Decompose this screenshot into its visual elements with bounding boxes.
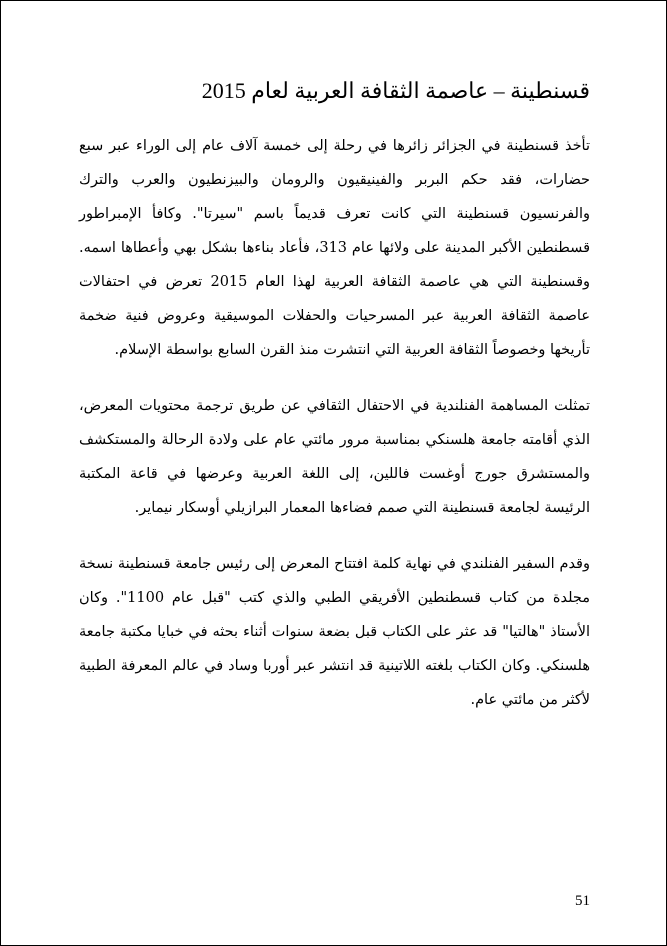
page-number: 51 (575, 893, 590, 909)
paragraph-3: وقدم السفير الفنلندي في نهاية كلمة افتتاح المعرض إلى رئيس جامعة قسنطينة نسخة مجلدة من كتاب قسطنطين الأفريقي الطبي والذي كتب "قبل عام 1100". وكان الأستاذ "هالتيا" قد عثر على الكتاب قبل بضعة سنوات أثناء بحثه في خبايا مكتبة جامعة هلسنكي. وكان الكتاب بلغته اللاتينية قد انتشر عبر أوربا وساد في عالم المعرفة الطبية لأكثر من مائتي عام. (79, 556, 591, 708)
paragraph-1: تأخذ قسنطينة في الجزائر زائرها في رحلة إلى خمسة آلاف عام إلى الوراء عبر سبع حضارات، فقد حكم البربر والفينيقيون والرومان والبيزنطيون والعرب والترك والفرنسيون قسنطينة التي كانت تعرف قديماً باسم "سيرتا". وكافأ الإمبراطور قسطنطين الأكبر المدينة على ولائها عام 313، فأعاد بناءها بشكل بهي وأعطاها اسمه. وقسنطينة التي هي عاصمة الثقافة العربية لهذا العام 2015 تعرض في احتفالات عاصمة الثقافة العربية عبر المسرحيات والحفلات الموسيقية وعروض فنية ضخمة تأريخها وخصوصاً الثقافة العربية التي انتشرت منذ القرن السابع بواسطة الإسلام. (79, 138, 591, 358)
page-content (79, 73, 590, 739)
paragraph-2: تمثلت المساهمة الفنلندية في الاحتفال الثقافي عن طريق ترجمة محتويات المعرض، الذي أقامته جامعة هلسنكي بمناسبة مرور مائتي عام على ولادة الرحالة والمستكشف والمستشرق جورج أوغست فاللين، إلى اللغة العربية وعرضها في قاعة المكتبة الرئيسة لجامعة قسنطينة التي صمم فضاءها المعمار البرازيلي أوسكار نيماير. (79, 398, 590, 516)
page-title: قسنطينة – عاصمة الثقافة العربية لعام 2015 (201, 78, 590, 103)
